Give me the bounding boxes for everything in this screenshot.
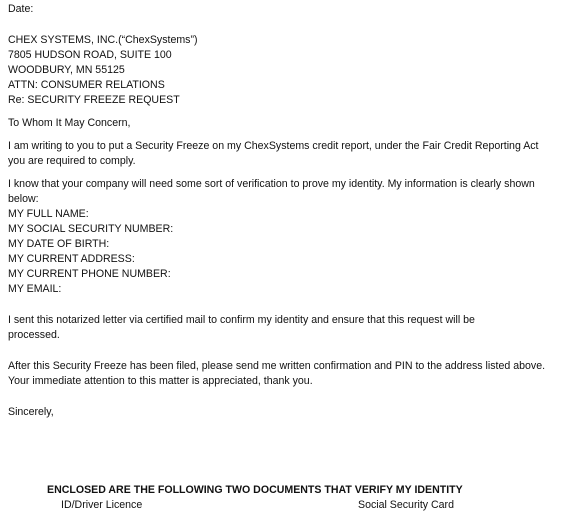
recipient-attn: ATTN: CONSUMER RELATIONS — [8, 79, 165, 91]
identity-fields — [8, 207, 568, 297]
salutation: To Whom It May Concern, — [8, 117, 131, 129]
paragraph-confirmation — [8, 359, 568, 389]
address-field: MY CURRENT ADDRESS: — [8, 253, 135, 265]
recipient-city: WOODBURY, MN 55125 — [8, 64, 125, 76]
paragraph-line: After this Security Freeze has been filed, please send me written confirmation and PIN to the address listed above. — [8, 360, 546, 372]
spacer — [8, 17, 568, 33]
paragraph-line: I know that your company will need some sort of verification to prove my identity. My information is clearly shown — [8, 178, 535, 190]
full-name-field: MY FULL NAME: — [8, 208, 89, 220]
paragraph-line: I sent this notarized letter via certified mail to confirm my identity and ensure that this request will be — [8, 314, 475, 326]
ssn-field: MY SOCIAL SECURITY NUMBER: — [8, 223, 174, 235]
date-label: Date: — [8, 3, 34, 15]
spacer — [8, 108, 568, 116]
paragraph-line: you are required to comply. — [8, 155, 136, 167]
paragraph-request — [8, 139, 568, 169]
recipient-company: CHEX SYSTEMS, INC.(“ChexSystems”) — [8, 34, 198, 46]
paragraph-line: processed. — [8, 329, 60, 341]
spacer — [8, 297, 568, 313]
spacer — [8, 389, 568, 405]
enclosed-heading: ENCLOSED ARE THE FOLLOWING TWO DOCUMENTS THAT VERIFY MY IDENTITY — [47, 484, 463, 496]
phone-field: MY CURRENT PHONE NUMBER: — [8, 268, 171, 280]
paragraph-verification — [8, 177, 568, 207]
spacer — [8, 343, 568, 359]
paragraph-certified-mail — [8, 313, 568, 343]
closing: Sincerely, — [8, 406, 54, 418]
paragraph-line: I am writing to you to put a Security Freeze on my ChexSystems credit report, under the Fair Credit Reporting Act — [8, 140, 539, 152]
recipient-address-block — [8, 33, 568, 108]
subject-line: Re: SECURITY FREEZE REQUEST — [8, 94, 180, 106]
enclosed-doc-id: ID/Driver Licence — [61, 499, 143, 511]
recipient-street: 7805 HUDSON ROAD, SUITE 100 — [8, 49, 172, 61]
spacer — [8, 169, 568, 177]
paragraph-line: Your immediate attention to this matter is appreciated, thank you. — [8, 375, 313, 387]
paragraph-line: below: — [8, 193, 39, 205]
email-field: MY EMAIL: — [8, 283, 62, 295]
enclosed-doc-ssn: Social Security Card — [358, 499, 454, 511]
dob-field: MY DATE OF BIRTH: — [8, 238, 110, 250]
spacer — [8, 131, 568, 139]
letter-body — [8, 2, 568, 420]
